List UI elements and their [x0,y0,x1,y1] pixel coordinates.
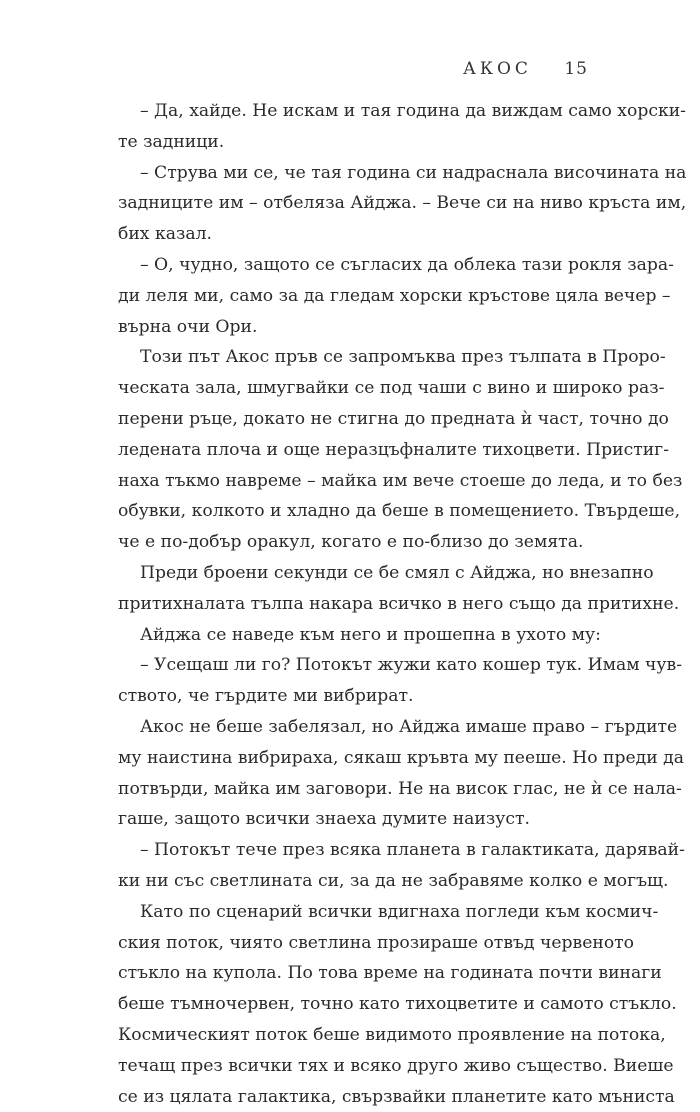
text-line: Космическият поток беше видимото проявление на потока, [118,1020,586,1051]
text-line: гаше, защото всички знаеха думите наизуст. [118,804,586,835]
text-line: – Да, хайде. Не искам и тая година да виждам само хорски- [118,96,586,127]
text-line: задниците им – отбеляза Айджа. – Вече си на ниво кръста им, [118,188,586,219]
text-line: ки ни със светлината си, за да не забравяме колко е могъщ. [118,866,586,897]
text-line: те задници. [118,127,586,158]
text-line: че е по-добър оракул, когато е по-близо до земята. [118,527,586,558]
text-line: наха тъкмо навреме – майка им вече стоеше до леда, и то без [118,466,586,497]
running-header [463,59,588,79]
text-line: върна очи Ори. [118,312,586,343]
chapter-title: АКОС [463,59,532,79]
text-line: ството, че гърдите ми вибрират. [118,681,586,712]
text-line: стъкло на купола. По това време на годината почти винаги [118,958,586,989]
text-line: ския поток, чиято светлина прозираше отвъд червеното [118,928,586,959]
text-line: притихналата тълпа накара всичко в него също да притихне. [118,589,586,620]
text-line: Преди броени секунди се бе смял с Айджа, но внезапно [118,558,586,589]
text-line: обувки, колкото и хладно да беше в помещението. Твърдеше, [118,496,586,527]
text-line: перени ръце, докато не стигна до предната ѝ част, точно до [118,404,586,435]
page-text [118,96,586,1112]
text-line: Акос не беше забелязал, но Айджа имаше право – гърдите [118,712,586,743]
text-line: беше тъмночервен, точно като тихоцветите и самото стъкло. [118,989,586,1020]
text-line: ди леля ми, само за да гледам хорски кръстове цяла вечер – [118,281,586,312]
text-line: потвърди, майка им заговори. Не на висок глас, не ѝ се нала- [118,774,586,805]
text-line: – Усещаш ли го? Потокът жужи като кошер тук. Имам чув- [118,650,586,681]
text-line: течащ през всички тях и всяко друго живо същество. Виеше [118,1051,586,1082]
text-line: Този път Акос пръв се запромъква през тълпата в Проро- [118,342,586,373]
text-line: – Струва ми се, че тая година си надраснала височината на [118,158,586,189]
text-line: – Потокът тече през всяка планета в галактиката, дарявай- [118,835,586,866]
text-line: се из цялата галактика, свързвайки планетите като мъниста [118,1082,586,1112]
text-line: бих казал. [118,219,586,250]
page-number: 15 [564,59,588,79]
text-line: му наистина вибрираха, сякаш кръвта му пееше. Но преди да [118,743,586,774]
text-line: Айджа се наведе към него и прошепна в ухото му: [118,620,586,651]
text-line: ческата зала, шмугвайки се под чаши с вино и широко раз- [118,373,586,404]
text-line: – О, чудно, защото се съгласих да облека тази рокля зара- [118,250,586,281]
text-line: Като по сценарий всички вдигнаха погледи към космич- [118,897,586,928]
text-line: ледената плоча и още неразцъфналите тихоцвети. Пристиг- [118,435,586,466]
